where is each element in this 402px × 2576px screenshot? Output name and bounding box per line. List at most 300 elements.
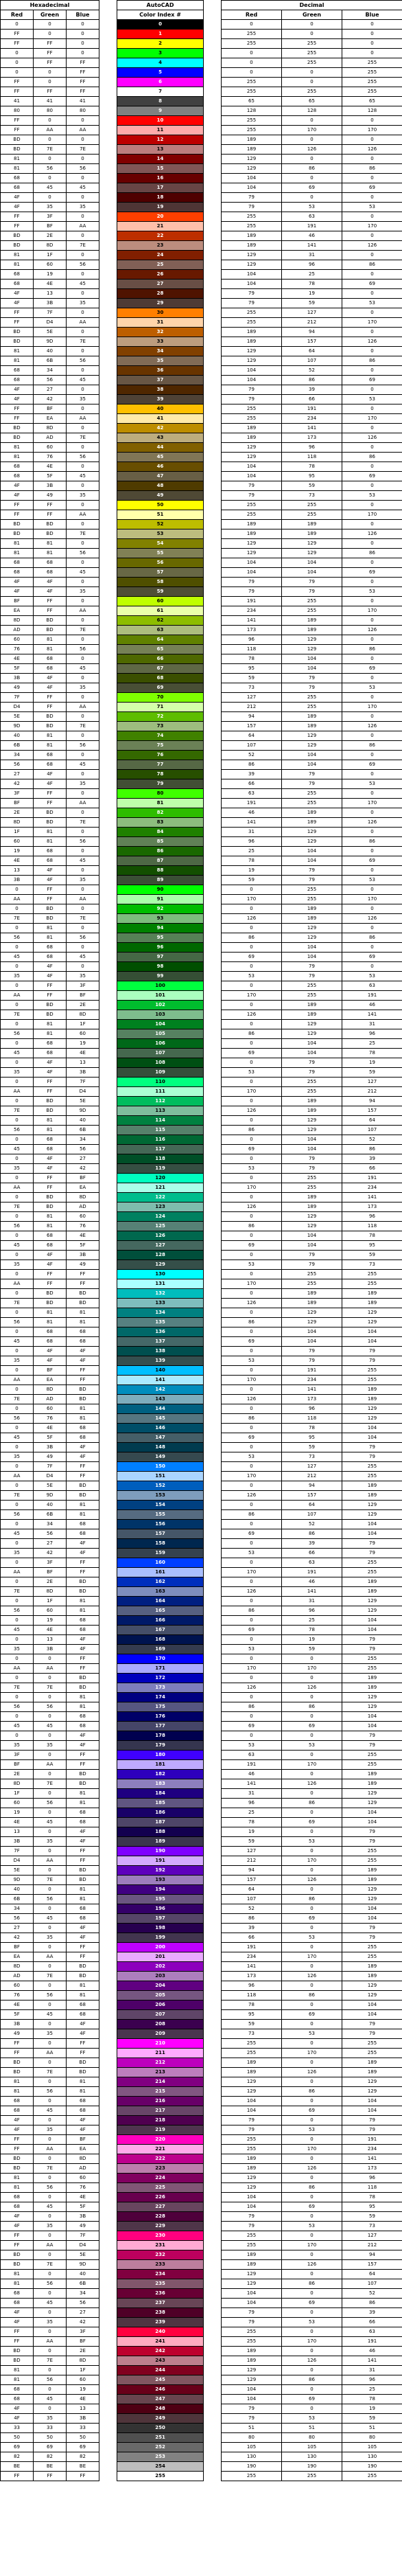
aci-swatch-cell: 226 [117, 2193, 204, 2202]
hex-red-cell: 0 [1, 1231, 34, 1241]
table-row [1, 1087, 402, 1097]
hex-red-cell: 0 [1, 1251, 34, 1260]
dec-red-cell: 46 [222, 1770, 282, 1779]
table-row [1, 1693, 402, 1702]
dec-red-cell: 53 [222, 1164, 282, 1174]
hex-green-cell: 4E [34, 462, 67, 472]
dec-blue-cell: 104 [342, 1722, 402, 1731]
dec-green-cell: 104 [282, 856, 342, 866]
dec-blue-cell: 189 [342, 1299, 402, 1308]
hex-blue-cell: 0 [67, 751, 99, 760]
table-row [1, 1914, 402, 1924]
dec-red-cell: 191 [222, 1760, 282, 1770]
gap [99, 1510, 117, 1520]
gap [99, 1347, 117, 1356]
dec-red-cell: 189 [222, 145, 282, 155]
dec-red-cell: 53 [222, 1741, 282, 1751]
hex-red-cell: 68 [1, 280, 34, 289]
hex-blue-cell: BD [67, 1972, 99, 1981]
aci-swatch-cell: 92 [117, 904, 204, 914]
hex-red-cell: 56 [1, 933, 34, 943]
hex-green-cell: 0 [34, 193, 67, 203]
dec-blue-cell: 255 [342, 1270, 402, 1279]
table-row [1, 1260, 402, 1270]
gap [204, 2202, 222, 2212]
gap [204, 1654, 222, 1664]
hex-red-cell: 0 [1, 1616, 34, 1626]
dec-red-cell: 0 [222, 1577, 282, 1587]
aci-swatch-cell: 166 [117, 1616, 204, 1626]
gap [99, 491, 117, 501]
table-row [1, 2202, 402, 2212]
dec-red-cell: 141 [222, 1779, 282, 1789]
gap [204, 1693, 222, 1702]
hex-green-cell: 81 [34, 933, 67, 943]
aci-swatch-cell: 3 [117, 49, 204, 58]
hex-green-cell: 35 [34, 2414, 67, 2424]
hex-red-cell: 27 [1, 1924, 34, 1933]
hex-green-cell: 19 [34, 270, 67, 280]
gap [204, 212, 222, 222]
hex-blue-cell: 0 [67, 231, 99, 241]
dec-red-cell: 129 [222, 2087, 282, 2097]
dec-green-cell: 189 [282, 1106, 342, 1116]
dec-red-cell: 25 [222, 1808, 282, 1818]
aci-swatch-cell: 26 [117, 270, 204, 280]
aci-swatch-cell: 61 [117, 606, 204, 616]
dec-red-cell: 39 [222, 770, 282, 779]
dec-green-cell: 79 [282, 876, 342, 885]
dec-blue-cell: 104 [342, 2001, 402, 2010]
hex-green-cell: 3B [34, 1645, 67, 1654]
gap [204, 1270, 222, 1279]
hex-blue-cell: 50 [67, 2433, 99, 2443]
hex-blue-cell: 45 [67, 568, 99, 578]
gap [99, 1981, 117, 1991]
dec-blue-cell: 0 [342, 654, 402, 664]
gap [204, 2039, 222, 2049]
gap [204, 645, 222, 654]
hex-green-cell: AA [34, 2337, 67, 2347]
hex-green-cell: 81 [34, 828, 67, 837]
hex-blue-header: Blue [67, 10, 99, 20]
gap [99, 2049, 117, 2058]
hex-blue-cell: 5E [67, 1097, 99, 1106]
hex-red-cell: 1F [1, 1789, 34, 1799]
dec-green-cell: 173 [282, 1395, 342, 1404]
aci-swatch-cell: 149 [117, 1452, 204, 1462]
dec-red-cell: 189 [222, 135, 282, 145]
gap [99, 1904, 117, 1914]
gap [204, 1049, 222, 1058]
dec-green-cell: 79 [282, 1164, 342, 1174]
hex-blue-cell: 34 [67, 1135, 99, 1145]
gap [204, 664, 222, 674]
gap [204, 1904, 222, 1914]
dec-blue-cell: 129 [342, 1885, 402, 1895]
dec-blue-cell: 189 [342, 2068, 402, 2077]
hex-red-cell: BD [1, 529, 34, 539]
dec-blue-cell: 86 [342, 741, 402, 751]
hex-red-cell: 0 [1, 1481, 34, 1491]
hex-green-cell: 68 [34, 1231, 67, 1241]
hex-blue-cell: 4F [67, 1924, 99, 1933]
dec-blue-cell: 129 [342, 1404, 402, 1414]
hex-blue-cell: 68 [67, 1626, 99, 1635]
dec-blue-cell: 86 [342, 549, 402, 558]
dec-blue-cell: 0 [342, 443, 402, 453]
hex-blue-cell: AA [67, 126, 99, 135]
dec-blue-cell: 0 [342, 289, 402, 299]
dec-green-cell: 191 [282, 404, 342, 414]
dec-red-cell: 0 [222, 981, 282, 991]
dec-blue-cell: 86 [342, 645, 402, 654]
table-row [1, 241, 402, 251]
hex-green-cell: 34 [34, 1520, 67, 1529]
hex-green-cell: 2E [34, 231, 67, 241]
dec-blue-cell: 127 [342, 1078, 402, 1087]
hex-green-cell: 50 [34, 2433, 67, 2443]
gap [99, 674, 117, 683]
table-row [1, 1635, 402, 1645]
dec-green-cell: 95 [282, 1433, 342, 1443]
dec-green-cell: 129 [282, 837, 342, 847]
aci-swatch-cell: 231 [117, 2241, 204, 2250]
aci-swatch-cell: 246 [117, 2385, 204, 2395]
gap [204, 1895, 222, 1904]
gap [99, 2097, 117, 2106]
hex-blue-cell: 0 [67, 404, 99, 414]
dec-red-cell: 191 [222, 1943, 282, 1952]
hex-red-cell: 13 [1, 866, 34, 876]
dec-green-cell: 79 [282, 578, 342, 587]
aci-swatch-cell: 229 [117, 2222, 204, 2231]
aci-swatch-cell: 165 [117, 1606, 204, 1616]
hex-green-cell: 81 [34, 539, 67, 549]
dec-blue-cell: 19 [342, 2404, 402, 2414]
dec-red-cell: 79 [222, 2414, 282, 2424]
gap [204, 981, 222, 991]
aci-swatch-cell: 78 [117, 770, 204, 779]
hex-red-cell: 81 [1, 453, 34, 462]
dec-red-cell: 104 [222, 366, 282, 376]
hex-red-cell: 68 [1, 376, 34, 385]
dec-red-cell: 79 [222, 2212, 282, 2222]
hex-green-cell: 35 [34, 2125, 67, 2135]
hex-red-cell: 5E [1, 712, 34, 722]
dec-blue-cell: 105 [342, 2443, 402, 2452]
table-row [1, 183, 402, 193]
gap [99, 664, 117, 674]
dec-green-cell: 129 [282, 1318, 342, 1327]
hex-blue-cell: 4F [67, 2029, 99, 2039]
dec-blue-cell: 255 [342, 1943, 402, 1952]
gap [99, 1154, 117, 1164]
gap [204, 2327, 222, 2337]
gap [99, 722, 117, 731]
hex-red-cell: AA [1, 1279, 34, 1289]
dec-blue-cell: 95 [342, 2202, 402, 2212]
aci-swatch-cell: 247 [117, 2395, 204, 2404]
hex-green-cell: AA [34, 126, 67, 135]
table-row [1, 760, 402, 770]
aci-swatch-cell: 227 [117, 2202, 204, 2212]
dec-red-cell: 63 [222, 1751, 282, 1760]
hex-red-cell: 81 [1, 347, 34, 356]
gap [99, 1433, 117, 1443]
dec-blue-cell: 107 [342, 1126, 402, 1135]
hex-blue-cell: 0 [67, 674, 99, 683]
dec-blue-cell: 189 [342, 1385, 402, 1395]
aci-swatch-cell: 122 [117, 1193, 204, 1202]
gap [99, 847, 117, 856]
aci-swatch-cell: 164 [117, 1597, 204, 1606]
table-row [1, 1385, 402, 1395]
aci-swatch-cell: 197 [117, 1914, 204, 1924]
table-row [1, 2154, 402, 2164]
hex-red-cell: 56 [1, 1914, 34, 1924]
table-row [1, 779, 402, 789]
gap [99, 924, 117, 933]
aci-swatch-cell: 52 [117, 520, 204, 529]
hex-red-cell: 81 [1, 2279, 34, 2289]
hex-blue-cell: 56 [67, 2299, 99, 2308]
dec-blue-cell: 96 [342, 1212, 402, 1222]
hex-red-cell: 35 [1, 1260, 34, 1270]
dec-blue-cell: 129 [342, 1606, 402, 1616]
hex-green-cell: 4F [34, 1347, 67, 1356]
dec-red-cell: 79 [222, 587, 282, 597]
table-row [1, 1876, 402, 1885]
dec-blue-cell: 39 [342, 1154, 402, 1164]
dec-blue-cell: 129 [342, 1693, 402, 1702]
aci-swatch-cell: 235 [117, 2279, 204, 2289]
aci-swatch-cell: 218 [117, 2116, 204, 2125]
table-row [1, 953, 402, 962]
dec-blue-cell: 79 [342, 1549, 402, 1558]
gap [204, 904, 222, 914]
gap [99, 1106, 117, 1116]
dec-red-cell: 0 [222, 1424, 282, 1433]
hex-red-cell: 7E [1, 1395, 34, 1404]
dec-green-cell: 255 [282, 2472, 342, 2481]
hex-blue-cell: 35 [67, 395, 99, 404]
hex-green-cell: BD [34, 520, 67, 529]
hex-blue-cell: 3F [67, 981, 99, 991]
dec-green-cell: 189 [282, 1289, 342, 1299]
gap [204, 1616, 222, 1626]
dec-green-cell: 255 [282, 606, 342, 616]
dec-red-cell: 59 [222, 2020, 282, 2029]
hex-blue-cell: 81 [67, 1693, 99, 1702]
hex-red-cell: 0 [1, 1135, 34, 1145]
hex-blue-cell: 4F [67, 2020, 99, 2029]
dec-green-cell: 0 [282, 1770, 342, 1779]
gap [204, 722, 222, 731]
hex-red-cell: 45 [1, 1337, 34, 1347]
hex-red-cell: FF [1, 2145, 34, 2154]
gap [204, 2125, 222, 2135]
gap [204, 1241, 222, 1251]
table-row [1, 39, 402, 49]
hex-red-cell: BD [1, 2250, 34, 2260]
hex-green-cell: FF [34, 39, 67, 49]
table-row [1, 453, 402, 462]
gap [99, 635, 117, 645]
dec-red-cell: 255 [222, 318, 282, 328]
hex-blue-cell: 45 [67, 376, 99, 385]
dec-blue-cell: 79 [342, 2029, 402, 2039]
gap [204, 2404, 222, 2414]
dec-red-cell: 255 [222, 308, 282, 318]
hex-red-cell: 56 [1, 1318, 34, 1327]
gap [204, 1414, 222, 1424]
dec-red-cell: 0 [222, 1462, 282, 1472]
table-row [1, 2270, 402, 2279]
dec-blue-cell: 19 [342, 1058, 402, 1068]
gap [99, 1299, 117, 1308]
dec-blue-cell: 79 [342, 1924, 402, 1933]
gap [99, 97, 117, 106]
hex-red-cell: 81 [1, 2174, 34, 2183]
table-row [1, 1049, 402, 1058]
gap [99, 501, 117, 510]
table-row [1, 395, 402, 404]
dec-red-cell: 69 [222, 1433, 282, 1443]
table-row [1, 510, 402, 520]
dec-red-cell: 126 [222, 1106, 282, 1116]
hex-green-cell: 0 [34, 1827, 67, 1837]
dec-blue-cell: 79 [342, 1827, 402, 1837]
dec-green-cell: 255 [282, 1183, 342, 1193]
table-row [1, 1827, 402, 1837]
dec-green-cell: 79 [282, 1068, 342, 1078]
hex-red-cell: 0 [1, 1424, 34, 1433]
aci-swatch-cell: 44 [117, 443, 204, 453]
hex-blue-cell: 27 [67, 1154, 99, 1164]
gap [204, 328, 222, 337]
dec-red-cell: 255 [222, 414, 282, 424]
dec-red-cell: 79 [222, 385, 282, 395]
table-row [1, 2327, 402, 2337]
dec-green-cell: 118 [282, 1414, 342, 1424]
dec-blue-cell: 0 [342, 962, 402, 972]
hex-red-cell: 0 [1, 1058, 34, 1068]
hex-red-cell: 45 [1, 1722, 34, 1731]
dec-green-cell: 73 [282, 1452, 342, 1462]
dec-green-cell: 255 [282, 1174, 342, 1183]
dec-red-cell: 129 [222, 549, 282, 558]
table-row [1, 2462, 402, 2472]
gap [204, 1279, 222, 1289]
dec-red-cell: 0 [222, 58, 282, 68]
hex-green-cell: 4F [34, 1356, 67, 1366]
gap [99, 1818, 117, 1827]
hex-red-cell: 68 [1, 366, 34, 376]
dec-blue-cell: 255 [342, 1366, 402, 1376]
aci-swatch-cell: 172 [117, 1674, 204, 1683]
dec-red-cell: 53 [222, 1260, 282, 1270]
dec-green-cell: 255 [282, 895, 342, 904]
table-row [1, 1837, 402, 1847]
hex-blue-cell: 4F [67, 2116, 99, 2125]
dec-green-cell: 189 [282, 626, 342, 635]
hex-green-cell: 45 [34, 1914, 67, 1924]
gap [204, 1539, 222, 1549]
dec-green-cell: 0 [282, 2404, 342, 2414]
aci-swatch-cell: 158 [117, 1539, 204, 1549]
hex-blue-cell: 8D [67, 2154, 99, 2164]
dec-green-cell: 59 [282, 1645, 342, 1654]
hex-green-cell: 0 [34, 1731, 67, 1741]
hex-red-cell: 4E [1, 1818, 34, 1827]
dec-blue-cell: 86 [342, 164, 402, 174]
hex-red-cell: 0 [1, 1001, 34, 1010]
gap [99, 2164, 117, 2174]
gap [99, 2135, 117, 2145]
gap [204, 751, 222, 760]
aci-swatch-cell: 210 [117, 2039, 204, 2049]
aci-swatch-cell: 107 [117, 1049, 204, 1058]
dec-red-cell: 255 [222, 2241, 282, 2250]
hex-red-cell: 4F [1, 481, 34, 491]
gap [99, 472, 117, 481]
gap [204, 2472, 222, 2481]
hex-green-cell: 0 [34, 1674, 67, 1683]
table-row [1, 1395, 402, 1404]
hex-red-cell: 82 [1, 2452, 34, 2462]
aci-swatch-cell: 159 [117, 1549, 204, 1558]
gap [99, 1549, 117, 1558]
hex-red-cell: 68 [1, 183, 34, 193]
hex-blue-cell: 4F [67, 2125, 99, 2135]
dec-blue-cell: 86 [342, 837, 402, 847]
hex-green-cell: 0 [34, 2135, 67, 2145]
hex-blue-cell: 81 [67, 1404, 99, 1414]
gap [99, 2318, 117, 2327]
dec-blue-cell: 79 [342, 1347, 402, 1356]
dec-red-cell: 0 [222, 943, 282, 953]
gap [204, 1078, 222, 1087]
hex-blue-cell: 2E [67, 1001, 99, 1010]
aci-swatch-cell: 211 [117, 2049, 204, 2058]
dec-red-cell: 141 [222, 818, 282, 828]
hex-red-cell: 35 [1, 1452, 34, 1462]
gap [99, 1587, 117, 1597]
hex-blue-cell: 35 [67, 587, 99, 597]
gap [204, 1068, 222, 1078]
gap [99, 231, 117, 241]
hex-red-cell: 7E [1, 1491, 34, 1501]
hex-green-cell: D4 [34, 1472, 67, 1481]
table-row [1, 1674, 402, 1683]
aci-swatch-cell: 32 [117, 328, 204, 337]
hex-blue-cell: 8D [67, 1010, 99, 1020]
aci-swatch-cell: 204 [117, 1981, 204, 1991]
gap [99, 2250, 117, 2260]
dec-green-cell: 94 [282, 1481, 342, 1491]
dec-green-cell: 79 [282, 770, 342, 779]
aci-swatch-cell: 209 [117, 2029, 204, 2039]
gap [204, 1981, 222, 1991]
hex-red-cell: 8D [1, 1962, 34, 1972]
gap [99, 2222, 117, 2231]
dec-red-cell: 79 [222, 193, 282, 203]
dec-blue-cell: 170 [342, 318, 402, 328]
gap [204, 1702, 222, 1712]
dec-green-cell: 127 [282, 308, 342, 318]
dec-blue-cell: 255 [342, 1760, 402, 1770]
